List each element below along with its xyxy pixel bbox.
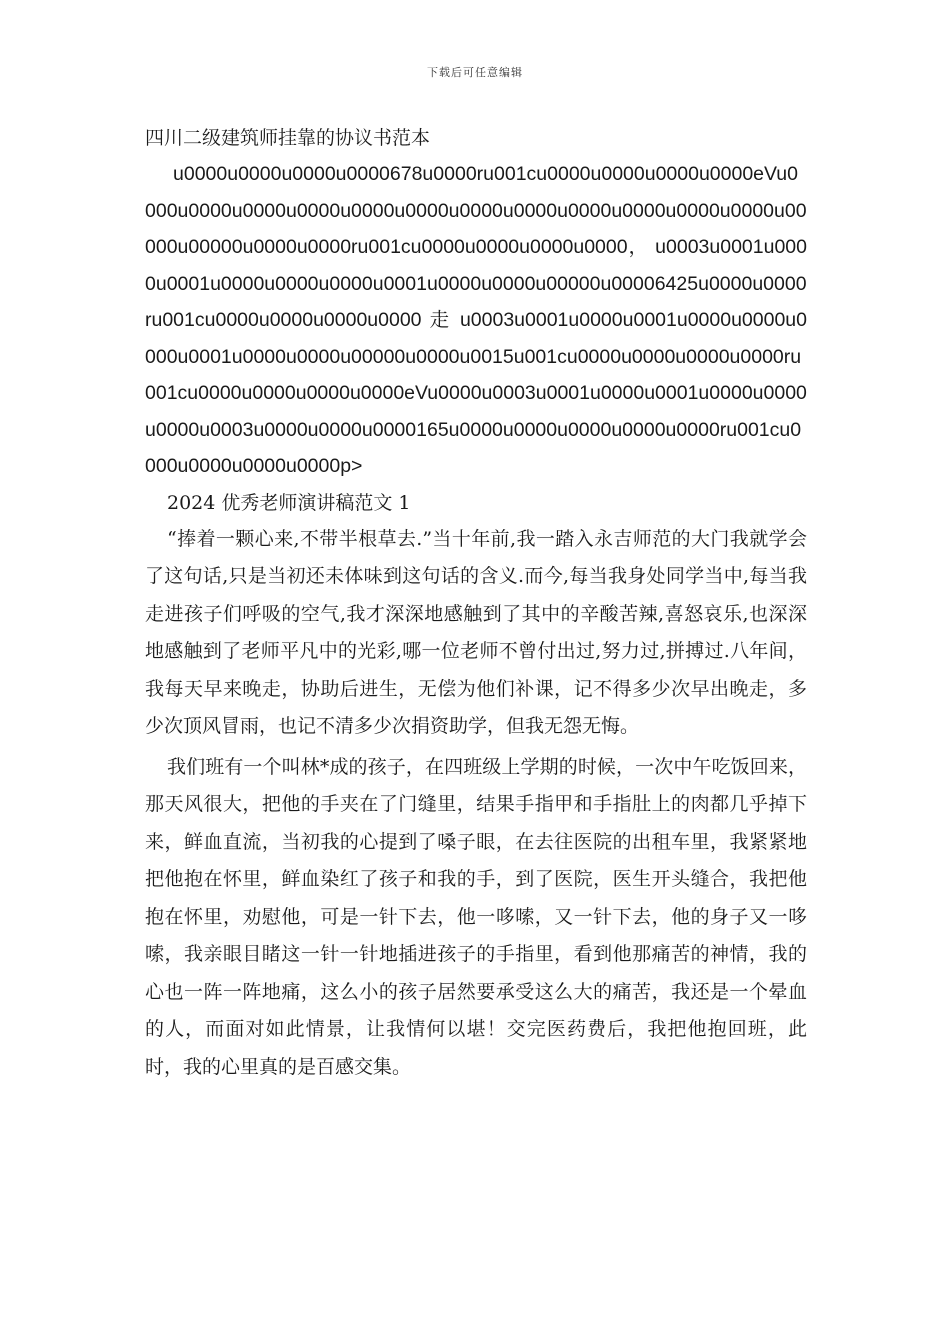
document-title: 四川二级建筑师挂靠的协议书范本 [145,127,431,149]
garbled-text-block: u0000u0000u0000u0000678u0000ru001cu0000u0000u0000u0000eVu0000u0000u0000u0000u0000u0000u0000u0000u0000u0000u0000u0000u00000u00000u0000u0000ru001cu0000u0000u0000u0000， u0003u0001u0000u0001u0000u0000u0000u0001u0000u0000u00000u00006425u0000u0000ru001cu0000u0000u0000u0000 走 u0003u0001u0000u0001u0000u0000u0000u0001u0000u0000u00000u0000u0015u001cu0000u0000u0000u0000ru001cu0000u0000u0000u0000eVu0000u0003u0001u0000u0001u0000u0000u0000u0003u0000u0000u0000165u0000u0000u0000u0000u0000ru001cu0000u0000u0000u0000p> [145,163,807,477]
section-title: 2024 优秀老师演讲稿范文 1 [167,491,411,514]
paragraph-2: 我们班有一个叫林*成的孩子，在四班级上学期的时候，一次中午吃饭回来，那天风很大，把他的手夹在了门缝里，结果手指甲和手指肚上的肉都几乎掉下来，鲜血直流，当初我的心提到了嗓子眼，在去往医院的出租车里，我紧紧地把他抱在怀里，鲜血染红了孩子和我的手，到了医院，医生开头缝合，我把他抱在怀里，劝慰他，可是一针下去，他一哆嗦，又一针下去，他的身子又一哆嗦，我亲眼目睹这一针一针地插进孩子的手指里，看到他那痛苦的神情，我的心也一阵一阵地痛，这么小的孩子居然要承受这么大的痛苦，我还是一个晕血的人，而面对如此情景，让我情何以堪！交完医药费后，我把他抱回班，此时，我的心里真的是百感交集。 [145,755,807,1078]
document-body [145,120,807,1089]
page-header: 下载后可任意编辑 [427,66,523,79]
paragraph-1: “捧着一颗心来,不带半根草去.”当十年前,我一踏入永吉师范的大门我就学会了这句话,只是当初还未体味到这句话的含义.而今,每当我身处同学当中,每当我走进孩子们呼吸的空气,我才深深地感触到了其中的辛酸苦辣,喜怒哀乐,也深深地感触到了老师平凡中的光彩,哪一位老师不曾付出过,努力过,拼搏过.八年间，我每天早来晚走，协助后进生，无偿为他们补课，记不得多少次早出晚走，多少次顶风冒雨，也记不清多少次捐资助学，但我无怨无悔。 [145,527,807,737]
